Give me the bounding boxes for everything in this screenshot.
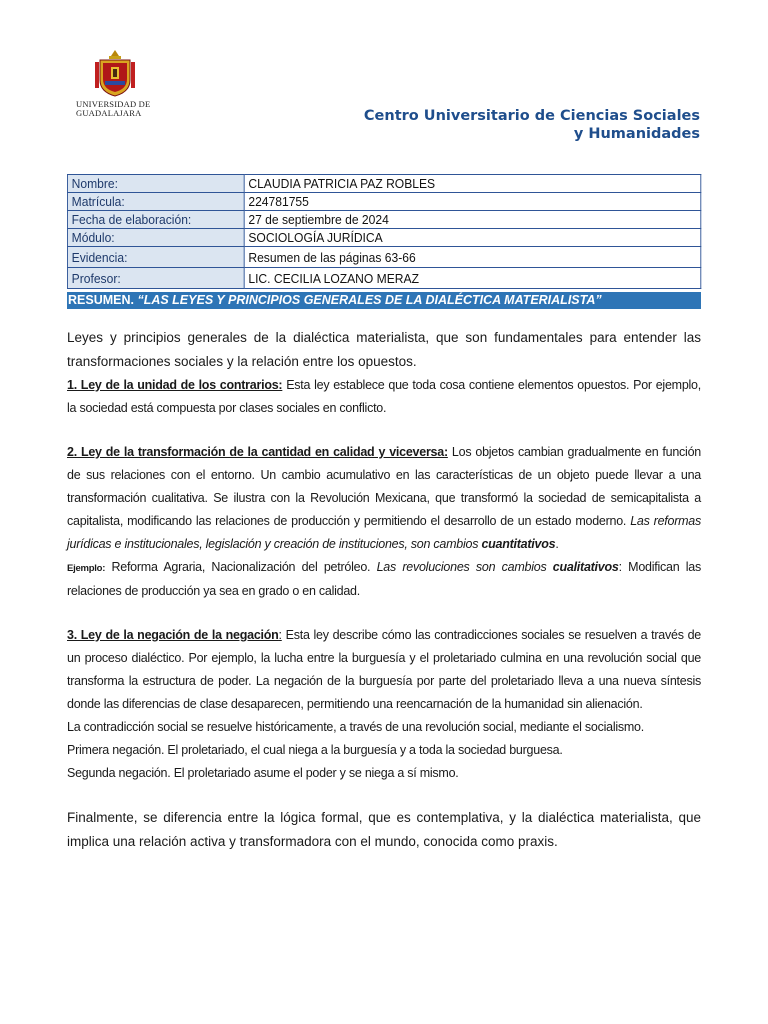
example-label: Ejemplo: xyxy=(67,563,106,574)
info-value: Resumen de las páginas 63-66 xyxy=(244,247,701,268)
example-italic: Las revoluciones son cambios xyxy=(376,560,553,574)
info-value: SOCIOLOGÍA JURÍDICA xyxy=(244,229,701,247)
info-label: Nombre: xyxy=(67,175,244,193)
example-bold: cualitativos xyxy=(552,560,619,574)
law2-text: Los objetos cambian gradualmente en función de sus relaciones con el entorno. Un cambio acumulativo en las características de un objeto puede llevar a una transformación cualitativa. Se ilustra con la Revolución Mexicana, que transformó la sociedad de semicapitalista a capitalista, modificando las relaciones de producción y permitiendo el desarrollo de un estado moderno. xyxy=(67,445,701,528)
center-title xyxy=(364,107,700,143)
university-logo xyxy=(76,48,156,118)
line-b: Primera negación. El proletariado, el cual niega a la burguesía y a toda la sociedad burguesa. xyxy=(67,743,563,757)
info-value: 224781755 xyxy=(244,193,701,211)
law3-paragraph xyxy=(67,624,701,716)
law1-text: Esta ley establece que toda cosa contiene elementos opuestos. Por ejemplo, la sociedad está compuesta por clases sociales en conflicto. xyxy=(67,378,701,415)
law2-title: 2. Ley de la transformación de la cantidad en calidad y viceversa: xyxy=(67,445,448,459)
info-table xyxy=(67,174,701,289)
info-value: LIC. CECILIA LOZANO MERAZ xyxy=(244,268,701,289)
law2-paragraph xyxy=(67,441,701,556)
table-row xyxy=(67,193,700,211)
info-label: Módulo: xyxy=(67,229,244,247)
example-text: Reforma Agraria, Nacionalización del petróleo. xyxy=(105,560,377,574)
table-row xyxy=(67,247,700,268)
law1-paragraph xyxy=(67,374,701,420)
law2-bold: cuantitativos xyxy=(481,537,556,551)
university-name xyxy=(76,100,156,118)
banner-prefix: RESUMEN. xyxy=(68,293,138,307)
conclusion-paragraph: Finalmente, se diferencia entre la lógica formal, que es contemplativa, y la dialéctica materialista, que implica una relación activa y transformadora con el mundo, conocida como praxis. xyxy=(67,810,701,849)
banner-title: “LAS LEYES Y PRINCIPIOS GENERALES DE LA DIALÉCTICA MATERIALISTA” xyxy=(137,293,602,307)
info-label: Profesor: xyxy=(67,268,244,289)
table-row xyxy=(67,211,700,229)
line-a: La contradicción social se resuelve históricamente, a través de una revolución social, mediante el socialismo. xyxy=(67,720,644,734)
university-name-line2: GUADALAJARA xyxy=(76,108,142,118)
example-paragraph xyxy=(67,556,701,603)
info-label: Matrícula: xyxy=(67,193,244,211)
university-name-line1: UNIVERSIDAD DE xyxy=(76,99,151,109)
law3-text: Esta ley describe cómo las contradicciones sociales se resuelven a través de un proceso dialéctico. Por ejemplo, la lucha entre la burguesía y el proletariado culmina en una revolución social que transforma la estructura de poder. La negación de la burguesía por parte del proletariado lleva a una nueva síntesis donde las diferencias de clase desaparecen, permitiendo una reencarnación de la humanidad sin alienación. xyxy=(67,628,701,711)
table-row xyxy=(67,175,700,193)
info-value: CLAUDIA PATRICIA PAZ ROBLES xyxy=(244,175,701,193)
info-label: Fecha de elaboración: xyxy=(67,211,244,229)
info-value: 27 de septiembre de 2024 xyxy=(244,211,701,229)
table-row xyxy=(67,229,700,247)
table-row xyxy=(67,268,700,289)
law2-italic: Las reformas jurídicas e institucionales, legislación y creación de instituciones, son cambios xyxy=(67,514,701,551)
document-body xyxy=(67,326,701,854)
law1-title: 1. Ley de la unidad de los contrarios: xyxy=(67,378,283,392)
coat-of-arms-icon xyxy=(92,48,138,98)
summary-banner xyxy=(67,292,701,309)
law2-end: . xyxy=(555,537,559,551)
example-end: : Modifican las relaciones de producción ya sea en grado o en calidad. xyxy=(67,560,701,598)
line-c: Segunda negación. El proletariado asume el poder y se niega a sí mismo. xyxy=(67,766,459,780)
law3-colon: : xyxy=(278,628,282,642)
info-label: Evidencia: xyxy=(67,247,244,268)
center-title-line1: Centro Universitario de Ciencias Sociales xyxy=(363,108,700,124)
intro-paragraph: Leyes y principios generales de la dialéctica materialista, que son fundamentales para entender las transformaciones sociales y la relación entre los opuestos. xyxy=(67,330,701,369)
center-title-line2: y Humanidades xyxy=(573,126,700,142)
law3-title: 3. Ley de la negación de la negación xyxy=(67,628,279,642)
